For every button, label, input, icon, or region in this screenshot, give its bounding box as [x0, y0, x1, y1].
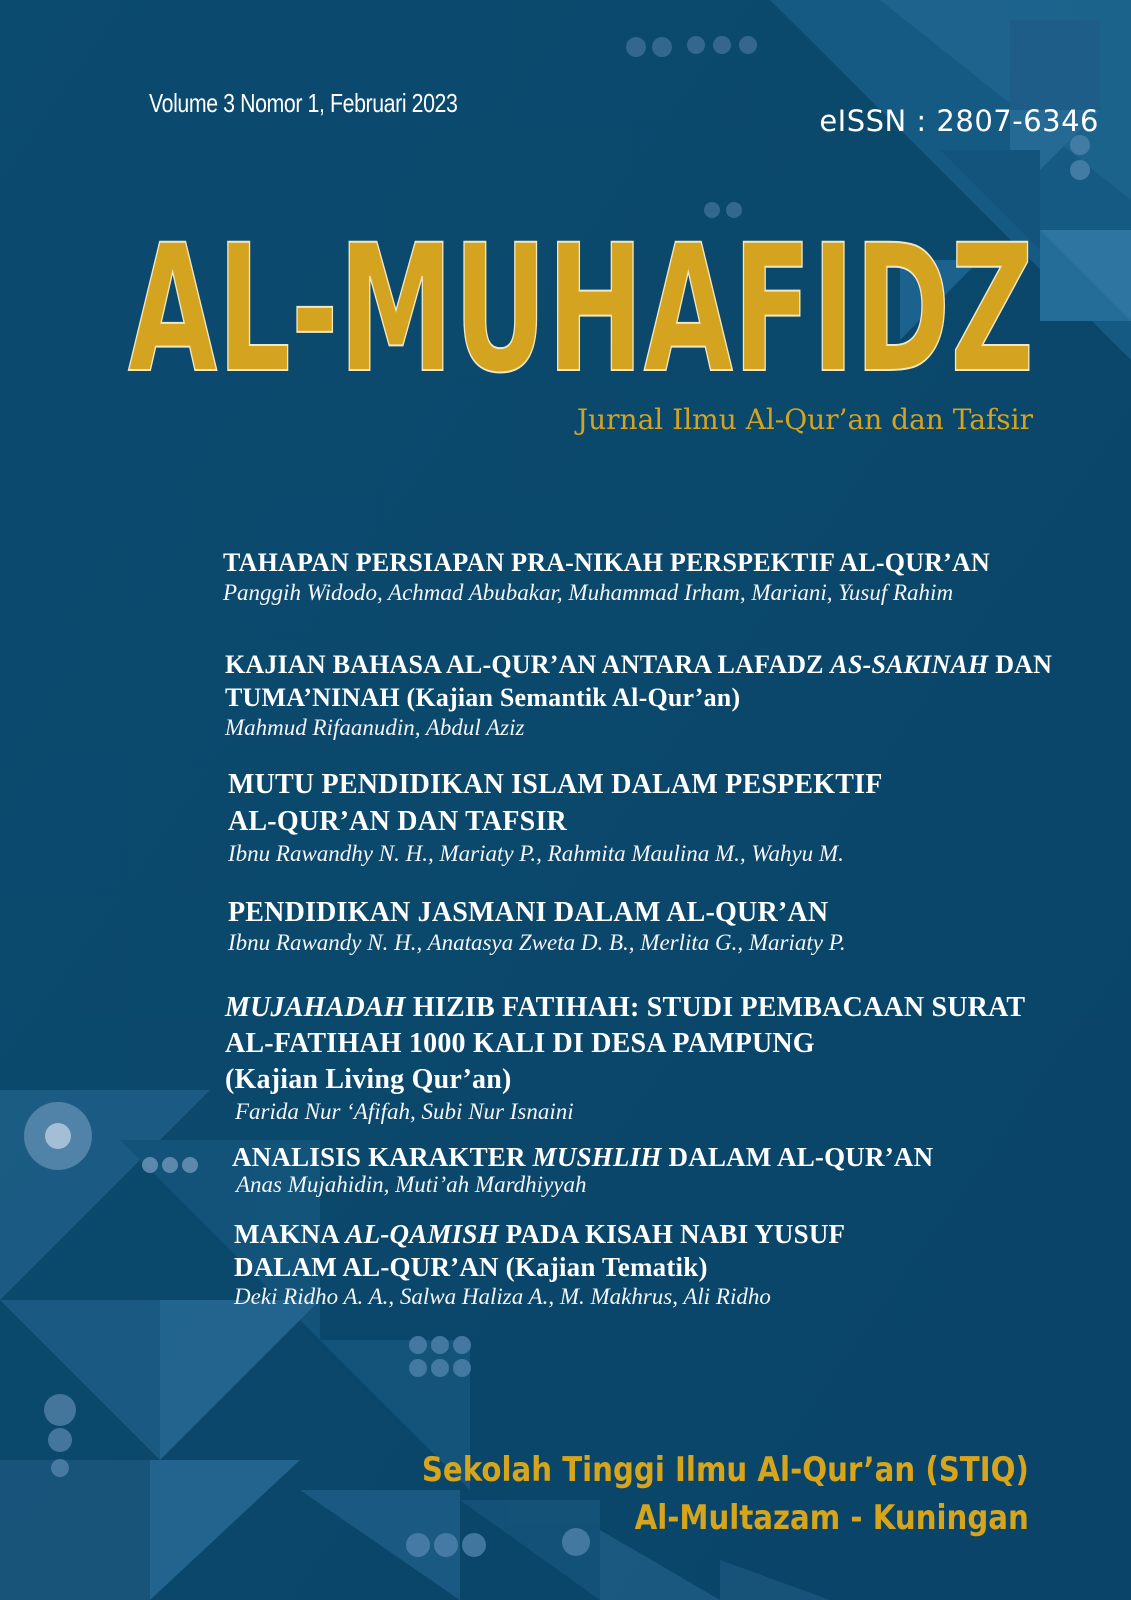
article-authors: Anas Mujahidin, Muti’ah Mardhiyyah — [236, 1172, 587, 1197]
article-2 — [225, 648, 1052, 742]
eissn-number: eISSN : 2807-6346 — [819, 104, 1099, 138]
article-authors: Mahmud Rifaanudin, Abdul Aziz — [225, 715, 525, 740]
journal-subtitle: Jurnal Ilmu Al-Qur’an dan Tafsir — [576, 403, 1033, 436]
article-7 — [234, 1218, 845, 1310]
article-6 — [232, 1142, 933, 1198]
article-title: MUJAHADAH HIZIB FATIHAH: STUDI PEMBACAAN SURAT AL-FATIHAH 1000 KALI DI DESA PAMPUNG (Kajian Living Qur’an) — [225, 992, 1026, 1095]
article-title: KAJIAN BAHASA AL-QUR’AN ANTARA LAFADZ AS-SAKINAH DAN TUMA’NINAH (Kajian Semantik Al-Qur’an) — [225, 650, 1053, 712]
article-authors: Ibnu Rawandy N. H., Anatasya Zweta D. B., Merlita G., Mariaty P. — [228, 930, 846, 955]
article-title: PENDIDIKAN JASMANI DALAM AL-QUR’AN — [228, 897, 829, 928]
article-title: TAHAPAN PERSIAPAN PRA-NIKAH PERSPEKTIF AL-QUR’AN — [223, 548, 990, 577]
publisher-location: Al-Multazam - Kuningan — [634, 1498, 1029, 1538]
publisher-name: Sekolah Tinggi Ilmu Al-Qur’an (STIQ) — [421, 1450, 1029, 1490]
article-authors: Deki Ridho A. A., Salwa Haliza A., M. Makhrus, Ali Ridho — [234, 1284, 771, 1309]
journal-logo — [122, 210, 1042, 395]
journal-name: AL-MUHAFIDZ — [128, 210, 1034, 395]
article-5 — [225, 990, 1025, 1126]
article-authors: Farida Nur ‘Afifah, Subi Nur Isnaini — [235, 1099, 574, 1124]
article-1 — [223, 546, 990, 607]
article-title: MUTU PENDIDIKAN ISLAM DALAM PESPEKTIF AL-QUR’AN DAN TAFSIR — [228, 769, 883, 837]
article-title: ANALISIS KARAKTER MUSHLIH DALAM AL-QUR’AN — [232, 1142, 934, 1172]
publisher-block — [422, 1446, 1029, 1542]
article-authors: Ibnu Rawandhy N. H., Mariaty P., Rahmita Maulina M., Wahyu M. — [228, 841, 844, 866]
volume-issue: Volume 3 Nomor 1, Februari 2023 — [149, 88, 458, 118]
article-3 — [228, 766, 883, 868]
article-4 — [228, 896, 846, 957]
article-authors: Panggih Widodo, Achmad Abubakar, Muhammad Irham, Mariani, Yusuf Rahim — [223, 580, 954, 605]
article-title: MAKNA AL-QAMISH PADA KISAH NABI YUSUF DALAM AL-QUR’AN (Kajian Tematik) — [234, 1219, 846, 1282]
